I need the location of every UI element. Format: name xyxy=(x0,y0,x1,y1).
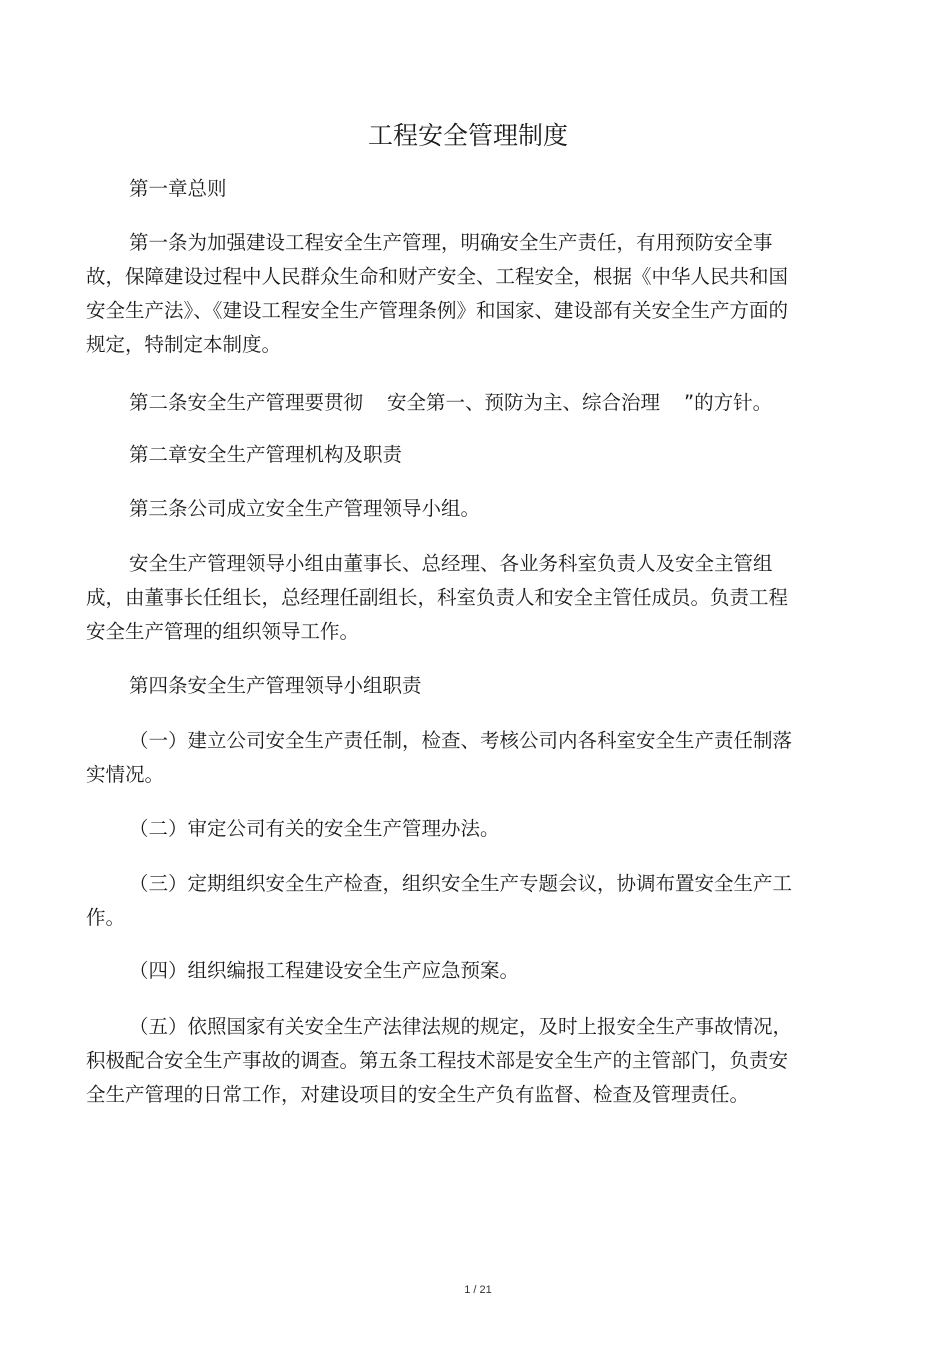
article-2-part-3: ”的方针。 xyxy=(684,391,773,414)
article-3-paragraph: 第三条公司成立安全生产管理领导小组。 xyxy=(129,497,481,520)
article-2-paragraph xyxy=(86,386,802,420)
duty-1-paragraph: （一）建立公司安全生产责任制，检查、考核公司内各科室安全生产责任制落实情况。 xyxy=(86,729,793,786)
article-4-paragraph: 第四条安全生产管理领导小组职责 xyxy=(129,674,422,697)
chapter-2-heading: 第二章安全生产管理机构及职责 xyxy=(129,443,403,466)
leadership-group-paragraph: 安全生产管理领导小组由董事长、总经理、各业务科室负责人及安全主管组成，由董事长任组长，总经理任副组长，科室负责人和安全主管任成员。负责工程安全生产管理的组织领导工作。 xyxy=(86,552,789,643)
article-2-part-1: 第二条安全生产管理要贯彻 xyxy=(129,391,364,414)
chapter-1-heading: 第一章总则 xyxy=(129,177,227,200)
duty-3-paragraph: （三）定期组织安全生产检查，组织安全生产专题会议，协调布置安全生产工作。 xyxy=(86,872,793,929)
page-number: 1 / 21 xyxy=(464,1284,492,1296)
article-2-part-2: 安全第一、预防为主、综合治理 xyxy=(387,391,661,414)
duty-4-paragraph: （四）组织编报工程建设安全生产应急预案。 xyxy=(129,959,520,982)
document-title: 工程安全管理制度 xyxy=(367,121,568,150)
duty-5-paragraph: （五）依照国家有关安全生产法律法规的规定，及时上报安全生产事故情况，积极配合安全生产事故的调查。第五条工程技术部是安全生产的主管部门，负责安全生产管理的日常工作，对建设项目的安全生产负有监督、检查及管理责任。 xyxy=(86,1015,793,1106)
article-1-paragraph: 第一条为加强建设工程安全生产管理，明确安全生产责任，有用预防安全事故，保障建设过程中人民群众生命和财产安全、工程安全，根据《中华人民共和国安全生产法》、《建设工程安全生产管理条例》和国家、建设部有关安全生产方面的规定，特制定本制度。 xyxy=(86,231,789,356)
duty-2-paragraph: （二）审定公司有关的安全生产管理办法。 xyxy=(129,817,500,840)
